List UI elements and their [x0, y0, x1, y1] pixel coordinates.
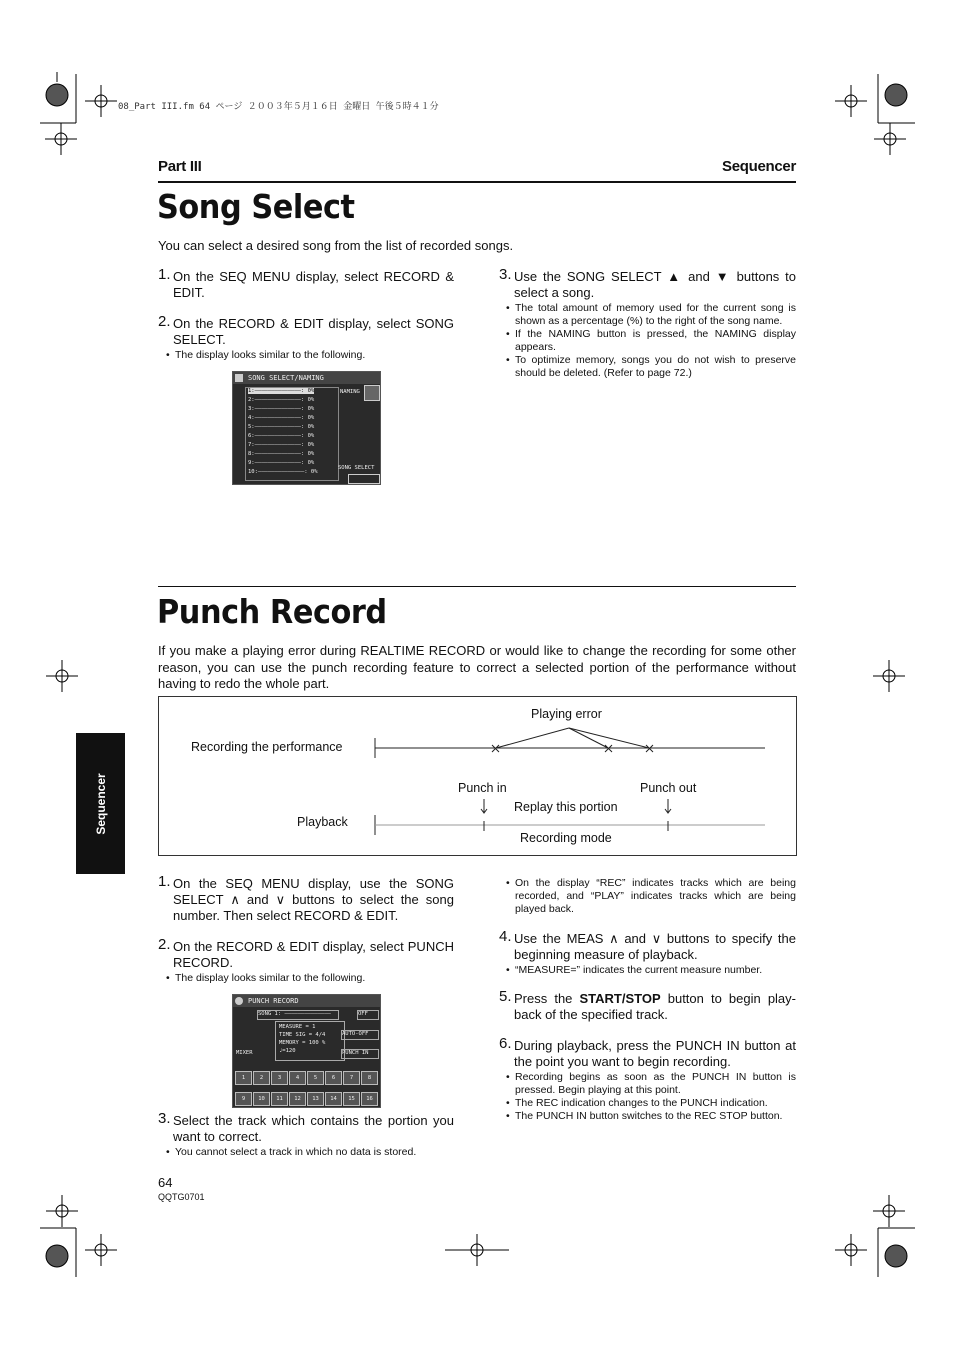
punch-out-label: Punch out — [640, 781, 697, 795]
track-button[interactable]: 12 — [289, 1092, 306, 1106]
screen-icon — [235, 997, 243, 1005]
playback-label: Playback — [297, 815, 348, 829]
punch-step-6: 6. During playback, press the PUNCH IN button at the point you want to begin recording. — [499, 1035, 796, 1069]
part-label: Part III — [158, 158, 202, 175]
punch-step-4-note: • “MEASURE=” indicates the current measure number. — [506, 964, 763, 976]
header-rule — [158, 181, 796, 183]
section-label: Sequencer — [722, 158, 796, 175]
track-button[interactable]: 10 — [253, 1092, 270, 1106]
song-row[interactable]: 5:––––––––––––––: 0% — [248, 424, 315, 430]
song-row[interactable]: 6:––––––––––––––: 0% — [248, 433, 315, 439]
track-button[interactable]: 16 — [361, 1092, 378, 1106]
track-button[interactable]: 8 — [361, 1071, 378, 1085]
file-header: 08_Part III.fm 64 ページ ２００３年５月１６日 金曜日 午後５時４１分 — [118, 102, 439, 112]
lcd-title: PUNCH RECORD — [248, 997, 299, 1005]
song-step-2: 2. On the RECORD & EDIT display, select SONG SELECT. — [158, 313, 454, 347]
song-step-3-note-2: • If the NAMING button is pressed, the NAMING display appears. — [506, 328, 796, 353]
punch-record-title: Punch Record — [157, 592, 387, 631]
recording-performance-label: Recording the performance — [191, 740, 343, 754]
replay-portion-label: Replay this portion — [514, 800, 618, 814]
song-step-1: 1. On the SEQ MENU display, select RECORD & EDIT. — [158, 266, 454, 300]
track-button[interactable]: 5 — [307, 1071, 324, 1085]
page-number: 64 — [158, 1175, 173, 1190]
side-tab: Sequencer — [76, 733, 125, 874]
naming-button[interactable] — [364, 385, 380, 401]
song-step-3-note-1: • The total amount of memory used for the current song is shown as a percentage (%) to the right of the song name. — [506, 302, 796, 327]
track-button[interactable]: 2 — [253, 1071, 270, 1085]
track-button[interactable]: 11 — [271, 1092, 288, 1106]
song-step-3: 3. Use the SONG SELECT ▲ and ▼ buttons to select a song. — [499, 266, 796, 300]
off-button[interactable]: OFF — [357, 1010, 379, 1020]
song-select-title: Song Select — [157, 187, 355, 226]
section-rule — [158, 586, 796, 587]
punch-step-3-note: • You cannot select a track in which no data is stored. — [166, 1146, 417, 1158]
punch-step-6-note-1: • Recording begins as soon as the PUNCH IN button is pressed. Begin playing at this point. — [506, 1071, 796, 1096]
auto-off-button[interactable]: AUTO-OFF — [341, 1030, 379, 1040]
punch-step-2: 2. On the RECORD & EDIT display, select PUNCH RECORD. — [158, 936, 454, 970]
song-row[interactable]: 1:––––––––––––––: 0% — [248, 388, 315, 394]
track-button[interactable]: 4 — [289, 1071, 306, 1085]
song-row[interactable]: 2:––––––––––––––: 0% — [248, 397, 315, 403]
screen-icon — [235, 374, 243, 382]
song-select-button[interactable] — [348, 474, 380, 484]
song-step-2-note: • The display looks similar to the following. — [166, 349, 366, 361]
song-step-3-note-3: • To optimize memory, songs you do not wish to preserve should be deleted. (Refer to page 72.) — [506, 354, 796, 379]
playing-error-label: Playing error — [531, 707, 602, 721]
track-button[interactable]: 15 — [343, 1092, 360, 1106]
punch-step-2-note: • The display looks similar to the following. — [166, 972, 366, 984]
song-row[interactable]: 9:––––––––––––––: 0% — [248, 460, 315, 466]
track-button[interactable]: 9 — [235, 1092, 252, 1106]
tracks-row-1 — [235, 1071, 379, 1085]
song-field: SONG 1: –––––––––––––– — [257, 1010, 339, 1020]
punch-step-5: 5. Press the START/STOP button to begin play-back of the specified track. — [499, 988, 796, 1022]
track-button[interactable]: 13 — [307, 1092, 324, 1106]
track-button[interactable]: 6 — [325, 1071, 342, 1085]
measure-panel: MEASURE = 1 TIME SIG = 4/4 MEMORY = 100 % ♩=120 — [275, 1021, 345, 1061]
doc-code: QQTG0701 — [158, 1192, 205, 1202]
punch-record-intro: If you make a playing error during REALTIME RECORD or would like to change the recording for some other reason, you can use the punch recording feature to correct a selected portion of the performance without having to redo the whole part. — [158, 643, 796, 691]
song-row[interactable]: 8:––––––––––––––: 0% — [248, 451, 315, 457]
punch-diagram-lines — [159, 697, 796, 855]
song-select-intro: You can select a desired song from the list of recorded songs. — [158, 238, 514, 253]
punch-step-1: 1. On the SEQ MENU display, use the SONG SELECT ∧ and ∨ buttons to select the song number. Then select RECORD & EDIT. — [158, 873, 454, 923]
track-button[interactable]: 7 — [343, 1071, 360, 1085]
song-row[interactable]: 10:––––––––––––––: 0% — [248, 469, 318, 475]
naming-label: NAMING — [340, 389, 360, 395]
punch-step-4: 4. Use the MEAS ∧ and ∨ buttons to specify the beginning measure of playback. — [499, 928, 796, 962]
punch-diagram — [158, 696, 797, 856]
punch-in-button[interactable]: PUNCH IN — [341, 1049, 379, 1059]
recording-mode-label: Recording mode — [520, 831, 612, 845]
punch-in-label: Punch in — [458, 781, 507, 795]
song-select-label: SONG SELECT — [338, 465, 375, 471]
track-button[interactable]: 14 — [325, 1092, 342, 1106]
punch-step-6-note-2: • The REC indication changes to the PUNCH indication. — [506, 1097, 768, 1109]
song-select-lcd — [232, 371, 381, 485]
song-row[interactable]: 4:––––––––––––––: 0% — [248, 415, 315, 421]
tracks-row-2 — [235, 1092, 379, 1106]
rec-play-note: • On the display “REC” indicates tracks which are being recorded, and “PLAY” indicates tracks which are being played back. — [506, 877, 796, 915]
mixer-label: MIXER — [236, 1050, 253, 1056]
song-list — [245, 387, 339, 481]
punch-step-6-note-3: • The PUNCH IN button switches to the REC STOP button. — [506, 1110, 783, 1122]
punch-record-lcd — [232, 994, 381, 1108]
song-row[interactable]: 7:––––––––––––––: 0% — [248, 442, 315, 448]
punch-step-3: 3. Select the track which contains the portion you want to correct. — [158, 1110, 454, 1144]
song-row[interactable]: 3:––––––––––––––: 0% — [248, 406, 315, 412]
track-button[interactable]: 1 — [235, 1071, 252, 1085]
lcd-title: SONG SELECT/NAMING — [248, 374, 324, 382]
track-button[interactable]: 3 — [271, 1071, 288, 1085]
